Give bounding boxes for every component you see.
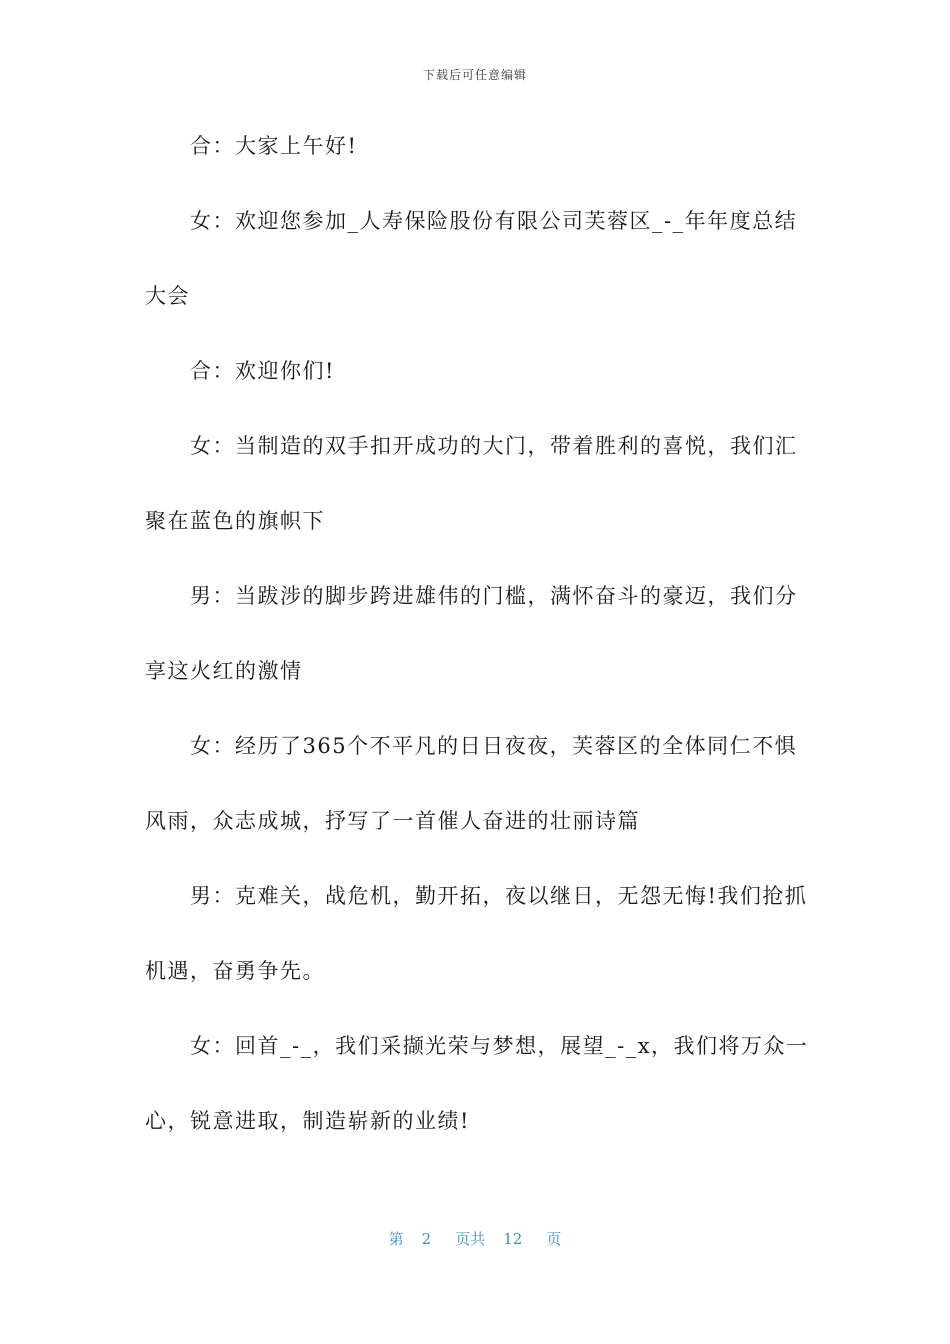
text-line: 聚在蓝色的旗帜下 xyxy=(145,509,325,533)
text-line: 风雨，众志成城，抒写了一首催人奋进的壮丽诗篇 xyxy=(145,809,640,833)
text-line: 女：欢迎您参加_人寿保险股份有限公司芙蓉区_-_年年度总结 xyxy=(190,209,798,233)
footer-middle: 页共 xyxy=(455,1230,486,1248)
footer-prefix: 第 xyxy=(388,1230,404,1248)
page-footer xyxy=(0,1228,950,1249)
text-line: 合：大家上午好! xyxy=(190,134,358,158)
header-note: 下载后可任意编辑 xyxy=(422,68,527,82)
text-line: 机遇，奋勇争先。 xyxy=(145,959,325,983)
footer-total-pages: 12 xyxy=(503,1230,523,1248)
footer-suffix: 页 xyxy=(546,1230,562,1248)
text-line: 男：当跋涉的脚步跨进雄伟的门槛，满怀奋斗的豪迈，我们分 xyxy=(190,584,798,608)
body-text xyxy=(145,120,815,1170)
text-line: 大会 xyxy=(145,284,190,308)
text-line: 男：克难关，战危机，勤开拓，夜以继日，无怨无悔!我们抢抓 xyxy=(190,884,808,908)
text-line: 享这火红的激情 xyxy=(145,659,303,683)
text-line: 合：欢迎你们! xyxy=(190,359,335,383)
text-line: 心，锐意进取，制造崭新的业绩! xyxy=(145,1109,470,1133)
text-line: 女：经历了365个不平凡的日日夜夜，芙蓉区的全体同仁不惧 xyxy=(190,734,798,758)
text-line: 女：回首_-_，我们采撷光荣与梦想，展望_-_x，我们将万众一 xyxy=(190,1034,809,1058)
footer-page-number: 2 xyxy=(421,1230,432,1248)
text-line: 女：当制造的双手扣开成功的大门，带着胜利的喜悦，我们汇 xyxy=(190,434,798,458)
